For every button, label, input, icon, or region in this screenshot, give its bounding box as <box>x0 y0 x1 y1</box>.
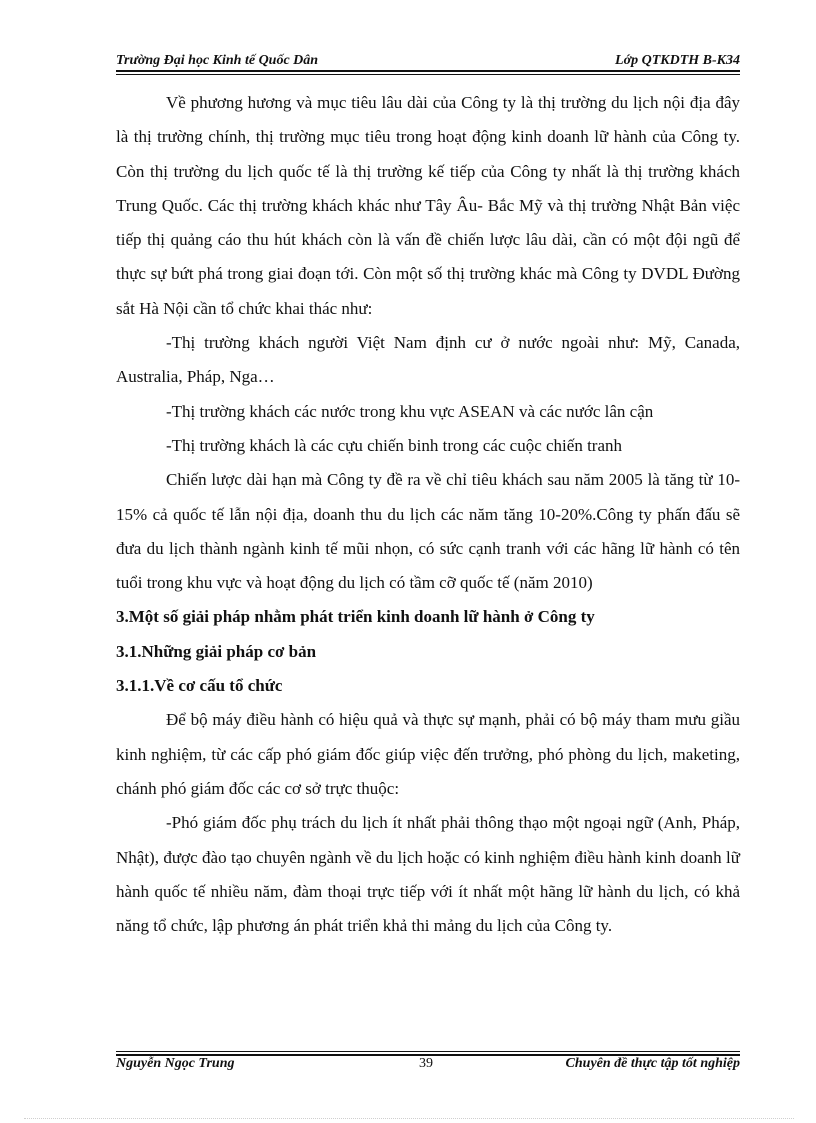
header-class: Lớp QTKDTH B-K34 <box>615 53 740 68</box>
list-item-overseas-vietnamese: -Thị trường khách người Việt Nam định cư ở nước ngoài như: Mỹ, Canada, Australia, Pháp, Nga… <box>116 333 740 387</box>
footer-author: Nguyễn Ngọc Trung <box>116 1056 235 1071</box>
page-footer <box>116 1056 740 1078</box>
document-body <box>116 86 740 943</box>
list-item-asean: -Thị trường khách các nước trong khu vực ASEAN và các nước lân cận <box>166 401 654 421</box>
page-number: 39 <box>419 1056 433 1071</box>
heading-section-3-1: 3.1.Những giải pháp cơ bản <box>116 641 317 661</box>
list-item-deputy-director: -Phó giám đốc phụ trách du lịch ít nhất phải thông thạo một ngoại ngữ (Anh, Pháp, Nhật), được đào tạo chuyên ngành về du lịch hoặc có kinh nghiệm điều hành kinh doanh lữ hành quốc tế nhiều năm, đàm thoại trực tiếp với ít nhất một hãng lữ hành du lịch, có khả năng tổ chức, lập phương án phát triển khả thi mảng du lịch của Công ty. <box>116 813 740 936</box>
list-item-veterans: -Thị trường khách là các cựu chiến binh trong các cuộc chiến tranh <box>166 435 623 455</box>
paragraph-long-term-strategy: Chiến lược dài hạn mà Công ty đề ra về chỉ tiêu khách sau năm 2005 là tăng từ 10- 15% cả quốc tế lẫn nội địa, doanh thu du lịch các năm tăng 10-20%.Công ty phấn đấu sẽ đưa du lịch thành ngành kinh tế mũi nhọn, có sức cạnh tranh với các hãng lữ hành có tên tuổi trong khu vực và hoạt động du lịch có tầm cỡ quốc tế (năm 2010) <box>116 470 740 593</box>
page-bottom-dotted-line <box>24 1118 794 1119</box>
paragraph-market-direction: Về phương hương và mục tiêu lâu dài của Công ty là thị trường du lịch nội địa đây là thị trường chính, thị trường mục tiêu trong hoạt động kinh doanh lữ hành của Công ty. Còn thị trường du lịch quốc tế là thị trường kế tiếp của Công ty nhất là thị trường khách Trung Quốc. Các thị trường khách khác như Tây Âu- Bắc Mỹ và thị trường Nhật Bản việc tiếp thị quảng cáo thu hút khách còn là vấn đề chiến lược lâu dài, cần có một đội ngũ để thực sự bứt phá trong giai đoạn tới. Còn một số thị trường khác mà Công ty DVDL Đường sắt Hà Nội cần tổ chức khai thác như: <box>116 93 740 318</box>
header-school: Trường Đại học Kinh tế Quốc Dân <box>116 53 319 68</box>
paragraph-management-apparatus: Để bộ máy điều hành có hiệu quả và thực sự mạnh, phải có bộ máy tham mưu giầu kinh nghiệm, từ các cấp phó giám đốc giúp việc đến trưởng, phó phòng du lịch, maketing, chánh phó giám đốc các cơ sở trực thuộc: <box>116 710 740 798</box>
footer-rule-thin <box>116 1051 740 1052</box>
header-rule-thin <box>116 74 740 75</box>
heading-section-3: 3.Một số giải pháp nhằm phát triển kinh doanh lữ hành ở Công ty <box>116 607 595 627</box>
header-rule-thick <box>116 70 740 72</box>
footer-report-title: Chuyên đề thực tập tốt nghiệp <box>565 1056 740 1071</box>
page-header <box>116 50 740 72</box>
heading-section-3-1-1: 3.1.1.Về cơ cấu tổ chức <box>116 676 283 696</box>
